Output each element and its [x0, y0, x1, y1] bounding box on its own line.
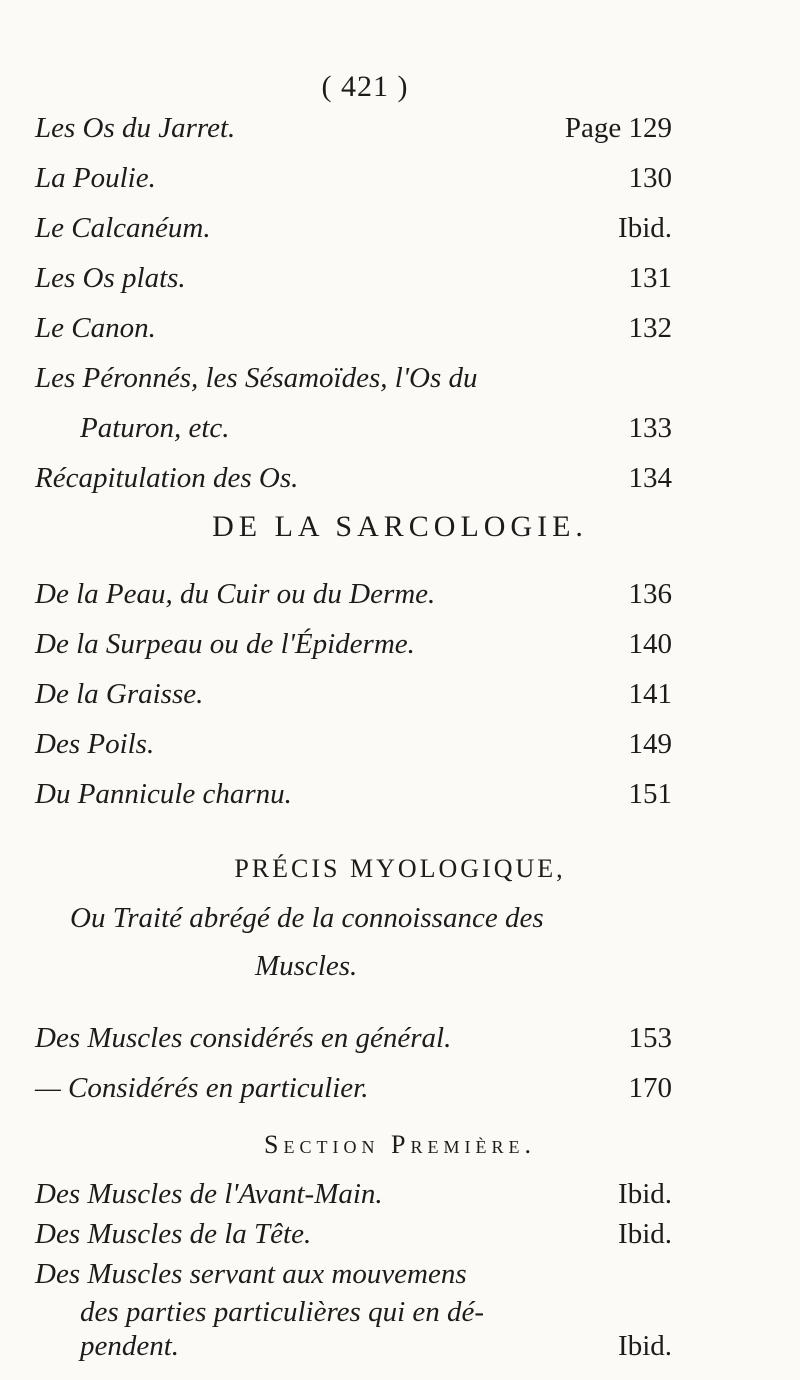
toc-entry-page: Ibid.: [618, 1178, 672, 1210]
subtitle-line: Ou Traité abrégé de la connoissance des: [70, 902, 544, 934]
toc-entry-title: Des Poils.: [35, 728, 155, 760]
toc-entry-title: Les Péronnés, les Sésamoïdes, l'Os du: [35, 362, 478, 394]
toc-entry: [35, 462, 800, 512]
subtitle-line: Muscles.: [255, 950, 358, 982]
toc-entry-page: 133: [628, 412, 672, 444]
toc-entry-page: 134: [628, 462, 672, 494]
toc-entry-page: 141: [628, 678, 672, 710]
toc-entry: [35, 312, 800, 362]
toc-entry: [35, 578, 800, 628]
toc-entry: [35, 778, 800, 828]
toc-entry: [35, 412, 800, 462]
toc-entry-page: 170: [628, 1072, 672, 1104]
toc-entry-title: De la Peau, du Cuir ou du Derme.: [35, 578, 436, 610]
toc-entry: [35, 1022, 800, 1072]
toc-entry: [35, 1330, 800, 1380]
toc-entry-title: pendent.: [80, 1330, 180, 1362]
toc-entry-title: des parties particulières qui en dé-: [80, 1296, 485, 1328]
toc-entry-title: — Considérés en particulier.: [35, 1072, 369, 1104]
toc-entry-page: 140: [628, 628, 672, 660]
toc-entry-title: Paturon, etc.: [80, 412, 230, 444]
toc-entry-page: Ibid.: [618, 1218, 672, 1250]
toc-entry: [35, 678, 800, 728]
toc-entry-page: Ibid.: [618, 1330, 672, 1362]
toc-entry-title: De la Surpeau ou de l'Épiderme.: [35, 628, 415, 660]
toc-entry: [35, 262, 800, 312]
section-heading-myologique: PRÉCIS MYOLOGIQUE,: [234, 854, 566, 883]
toc-entry-title: Les Os du Jarret.: [35, 112, 236, 144]
toc-entry-title: Récapitulation des Os.: [35, 462, 299, 494]
toc-entry-page: 136: [628, 578, 672, 610]
toc-entry-page: 151: [628, 778, 672, 810]
toc-entry: [35, 212, 800, 262]
toc-entry-page: 153: [628, 1022, 672, 1054]
toc-entry: [35, 362, 800, 412]
section-heading-premiere: Section Première.: [264, 1130, 536, 1159]
toc-entry-title: Des Muscles de l'Avant-Main.: [35, 1178, 383, 1210]
toc-entry: [35, 728, 800, 778]
toc-entry-page: Ibid.: [618, 212, 672, 244]
toc-entry-title: Le Calcanéum.: [35, 212, 211, 244]
toc-entry: [35, 112, 800, 162]
toc-entry-page: Page 129: [564, 112, 672, 144]
toc-entry-page: 132: [628, 312, 672, 344]
toc-entry-title: Du Pannicule charnu.: [35, 778, 292, 810]
toc-entry-title: La Poulie.: [35, 162, 156, 194]
toc-entry-title: Des Muscles considérés en général.: [35, 1022, 452, 1054]
toc-entry-title: Des Muscles de la Tête.: [35, 1218, 312, 1250]
toc-entry-page: 149: [628, 728, 672, 760]
toc-entry: [35, 1072, 800, 1122]
section-heading-sarcologie: DE LA SARCOLOGIE.: [212, 510, 588, 543]
toc-entry-page: 130: [628, 162, 672, 194]
toc-entry-title: De la Graisse.: [35, 678, 204, 710]
toc-entry-page: 131: [628, 262, 672, 294]
toc-entry: [35, 162, 800, 212]
page-number: ( 421 ): [321, 70, 409, 103]
toc-entry: [35, 628, 800, 678]
toc-entry-title: Des Muscles servant aux mouvemens: [35, 1258, 467, 1290]
toc-entry-title: Le Canon.: [35, 312, 156, 344]
toc-entry-title: Les Os plats.: [35, 262, 186, 294]
